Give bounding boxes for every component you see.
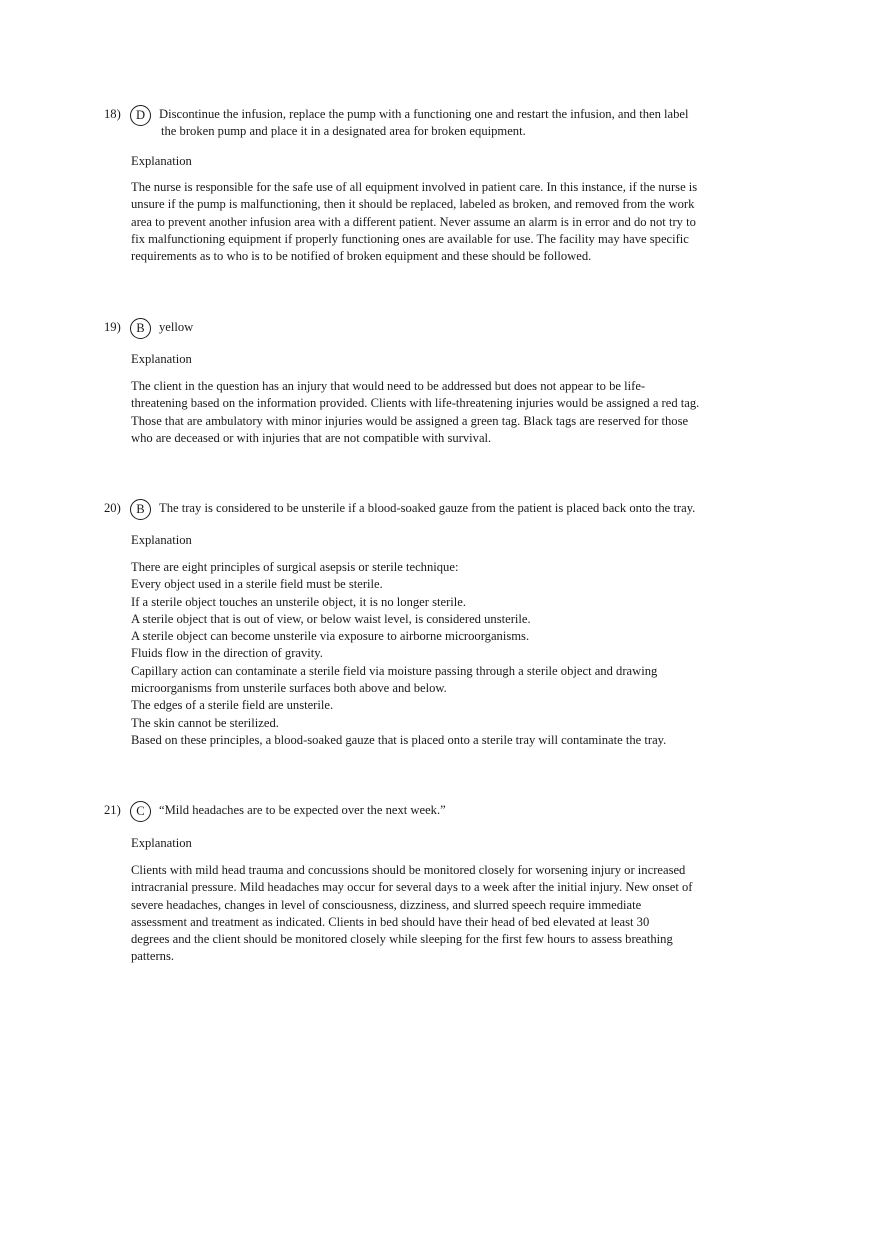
explanation-line: degrees and the client should be monitored closely while sleeping for the first few hours to assess breathing xyxy=(131,932,673,947)
explanation-label: Explanation xyxy=(131,154,192,168)
explanation-line: requirements as to who is to be notified of broken equipment and these should be followed. xyxy=(131,249,592,264)
explanation-line: The skin cannot be sterilized. xyxy=(131,715,279,730)
explanation-label: Explanation xyxy=(131,533,192,547)
explanation-text xyxy=(131,559,721,749)
explanation-line: Capillary action can contaminate a sterile field via moisture passing through a sterile object and drawing xyxy=(131,663,658,678)
explanation-line: The nurse is responsible for the safe use of all equipment involved in patient care. In this instance, if the nurse is xyxy=(131,180,698,194)
explanation-line: assessment and treatment as indicated. Clients in bed should have their head of bed elevated at least 30 xyxy=(131,914,650,929)
explanation-line: fix malfunctioning equipment if properly functioning ones are available for use. The facility may have specific xyxy=(131,231,689,246)
explanation-line: intracranial pressure. Mild headaches may occur for several days to a week after the initial injury. New onset of xyxy=(131,880,693,895)
answer-line-1: “Mild headaches are to be expected over the next week.” xyxy=(159,803,446,817)
answer-letter-circle: B xyxy=(130,318,151,339)
question-number: 20) xyxy=(104,501,121,515)
explanation-line: There are eight principles of surgical asepsis or sterile technique: xyxy=(131,560,459,574)
explanation-line: Clients with mild head trauma and concussions should be monitored closely for worsening injury or increased xyxy=(131,863,686,877)
answer-text xyxy=(159,106,719,141)
answer-line-1: The tray is considered to be unsterile if a blood-soaked gauze from the patient is placed back onto the tray. xyxy=(159,501,696,515)
explanation-line: If a sterile object touches an unsterile object, it is no longer sterile. xyxy=(131,594,467,609)
answer-line-1: yellow xyxy=(159,320,194,334)
explanation-line: The edges of a sterile field are unsterile. xyxy=(131,698,334,713)
explanation-line: Every object used in a sterile field must be sterile. xyxy=(131,577,383,592)
explanation-line: threatening based on the information provided. Clients with life-threatening injuries would be assigned a red tag. xyxy=(131,396,700,411)
explanation-line: The client in the question has an injury that would need to be addressed but does not appear to be life- xyxy=(131,379,646,393)
explanation-text xyxy=(131,378,721,447)
question-number: 18) xyxy=(104,107,121,121)
explanation-label: Explanation xyxy=(131,836,192,850)
question-number: 19) xyxy=(104,320,121,334)
answer-letter-circle: C xyxy=(130,801,151,822)
explanation-line: who are deceased or with injuries that are not compatible with survival. xyxy=(131,430,492,445)
explanation-line: severe headaches, changes in level of consciousness, dizziness, and slurred speech require immediate xyxy=(131,897,642,912)
explanation-text xyxy=(131,179,721,265)
answer-text xyxy=(159,802,719,819)
explanation-line: Those that are ambulatory with minor injuries would be assigned a green tag. Black tags are reserved for those xyxy=(131,413,689,428)
answer-line-2: the broken pump and place it in a designated area for broken equipment. xyxy=(161,124,526,139)
explanation-line: area to prevent another infusion area with a different patient. Never assume an alarm is in error and do not try to xyxy=(131,214,696,229)
answer-text xyxy=(159,500,759,517)
answer-line-1: Discontinue the infusion, replace the pump with a functioning one and restart the infusion, and then label xyxy=(159,107,689,121)
explanation-line: microorganisms from unsterile surfaces both above and below. xyxy=(131,681,447,696)
question-number: 21) xyxy=(104,803,121,817)
explanation-label: Explanation xyxy=(131,352,192,366)
explanation-line: A sterile object that is out of view, or below waist level, is considered unsterile. xyxy=(131,611,531,626)
answer-letter-circle: D xyxy=(130,105,151,126)
explanation-line: Fluids flow in the direction of gravity. xyxy=(131,646,323,661)
explanation-line: Based on these principles, a blood-soaked gauze that is placed onto a sterile tray will contaminate the tray. xyxy=(131,732,667,747)
explanation-line: patterns. xyxy=(131,949,175,964)
answer-letter-circle: B xyxy=(130,499,151,520)
explanation-text xyxy=(131,862,721,966)
explanation-line: A sterile object can become unsterile via exposure to airborne microorganisms. xyxy=(131,629,530,644)
explanation-line: unsure if the pump is malfunctioning, then it should be replaced, labeled as broken, and removed from the work xyxy=(131,197,695,212)
answer-text xyxy=(159,319,719,336)
